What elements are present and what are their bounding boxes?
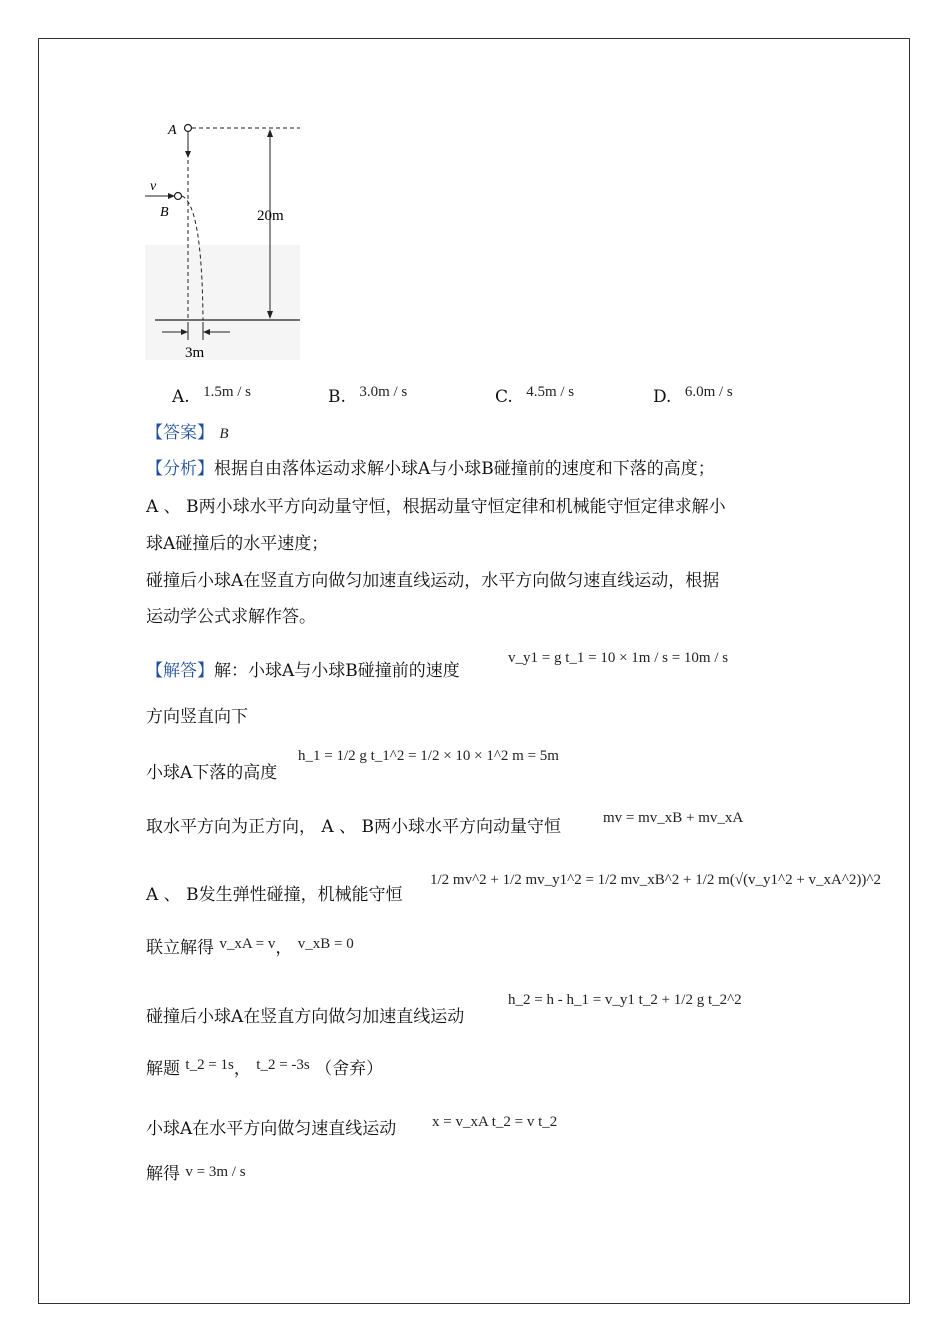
- equation-1: v_y1 = g t_1 = 10 × 1m / s = 10m / s: [508, 650, 729, 666]
- equation-5: 1/2 mv^2 + 1/2 mv_y1^2 = 1/2 mv_xB^2 + 1/2 m(√(v_y1^2 + v_xA^2))^2: [430, 872, 881, 888]
- physics-diagram: [140, 115, 310, 365]
- option-b: B. 3.0m / s: [328, 384, 408, 407]
- analysis-line-5: 运动学公式求解作答。: [146, 607, 316, 627]
- equation-9: x = v_xA t_2 = v t_2: [432, 1114, 558, 1130]
- label-v: v: [150, 179, 157, 194]
- equation-4: mv = mv_xB + mv_xA: [603, 810, 744, 826]
- height-label: 20m: [257, 208, 284, 224]
- analysis-line-4: 碰撞后小球A在竖直方向做匀加速直线运动，水平方向做匀速直线运动，根据: [146, 571, 720, 591]
- option-a: A. 1.5m / s: [172, 384, 252, 407]
- solution-line-1: 【解答】解：小球A与小球B碰撞前的速度: [146, 661, 460, 681]
- solution-line-2: 方向竖直向下: [146, 707, 248, 727]
- answer-line: 【答案】 B: [146, 423, 229, 443]
- solution-line-10: 解得 v = 3m / s: [146, 1164, 246, 1184]
- solution-line-6: 联立解得 v_xA = v， v_xB = 0: [146, 936, 354, 958]
- solution-line-5: A 、 B发生弹性碰撞，机械能守恒: [146, 885, 403, 905]
- solution-line-3: 小球A下落的高度: [146, 763, 278, 783]
- analysis-line-1: 【分析】根据自由落体运动求解小球A与小球B碰撞前的速度和下落的高度；: [146, 459, 715, 479]
- solution-line-7: 碰撞后小球A在竖直方向做匀加速直线运动: [146, 1007, 465, 1027]
- solution-line-4: 取水平方向为正方向， A 、 B两小球水平方向动量守恒: [146, 817, 561, 837]
- option-c: C. 4.5m / s: [495, 384, 575, 407]
- equation-3: h_1 = 1/2 g t_1^2 = 1/2 × 10 × 1^2 m = 5m: [298, 748, 559, 764]
- label-B: B: [160, 205, 169, 220]
- equation-7: h_2 = h - h_1 = v_y1 t_2 + 1/2 g t_2^2: [508, 992, 742, 1008]
- width-label: 3m: [185, 345, 205, 361]
- option-d: D. 6.0m / s: [653, 384, 733, 407]
- analysis-line-2: A 、 B两小球水平方向动量守恒，根据动量守恒定律和机械能守恒定律求解小: [146, 497, 726, 517]
- analysis-line-3: 球A碰撞后的水平速度；: [146, 534, 329, 554]
- solution-line-9: 小球A在水平方向做匀速直线运动: [146, 1119, 397, 1139]
- label-A: A: [168, 123, 177, 138]
- solution-line-8: 解题 t_2 = 1s， t_2 = -3s （舍弃）: [146, 1057, 384, 1079]
